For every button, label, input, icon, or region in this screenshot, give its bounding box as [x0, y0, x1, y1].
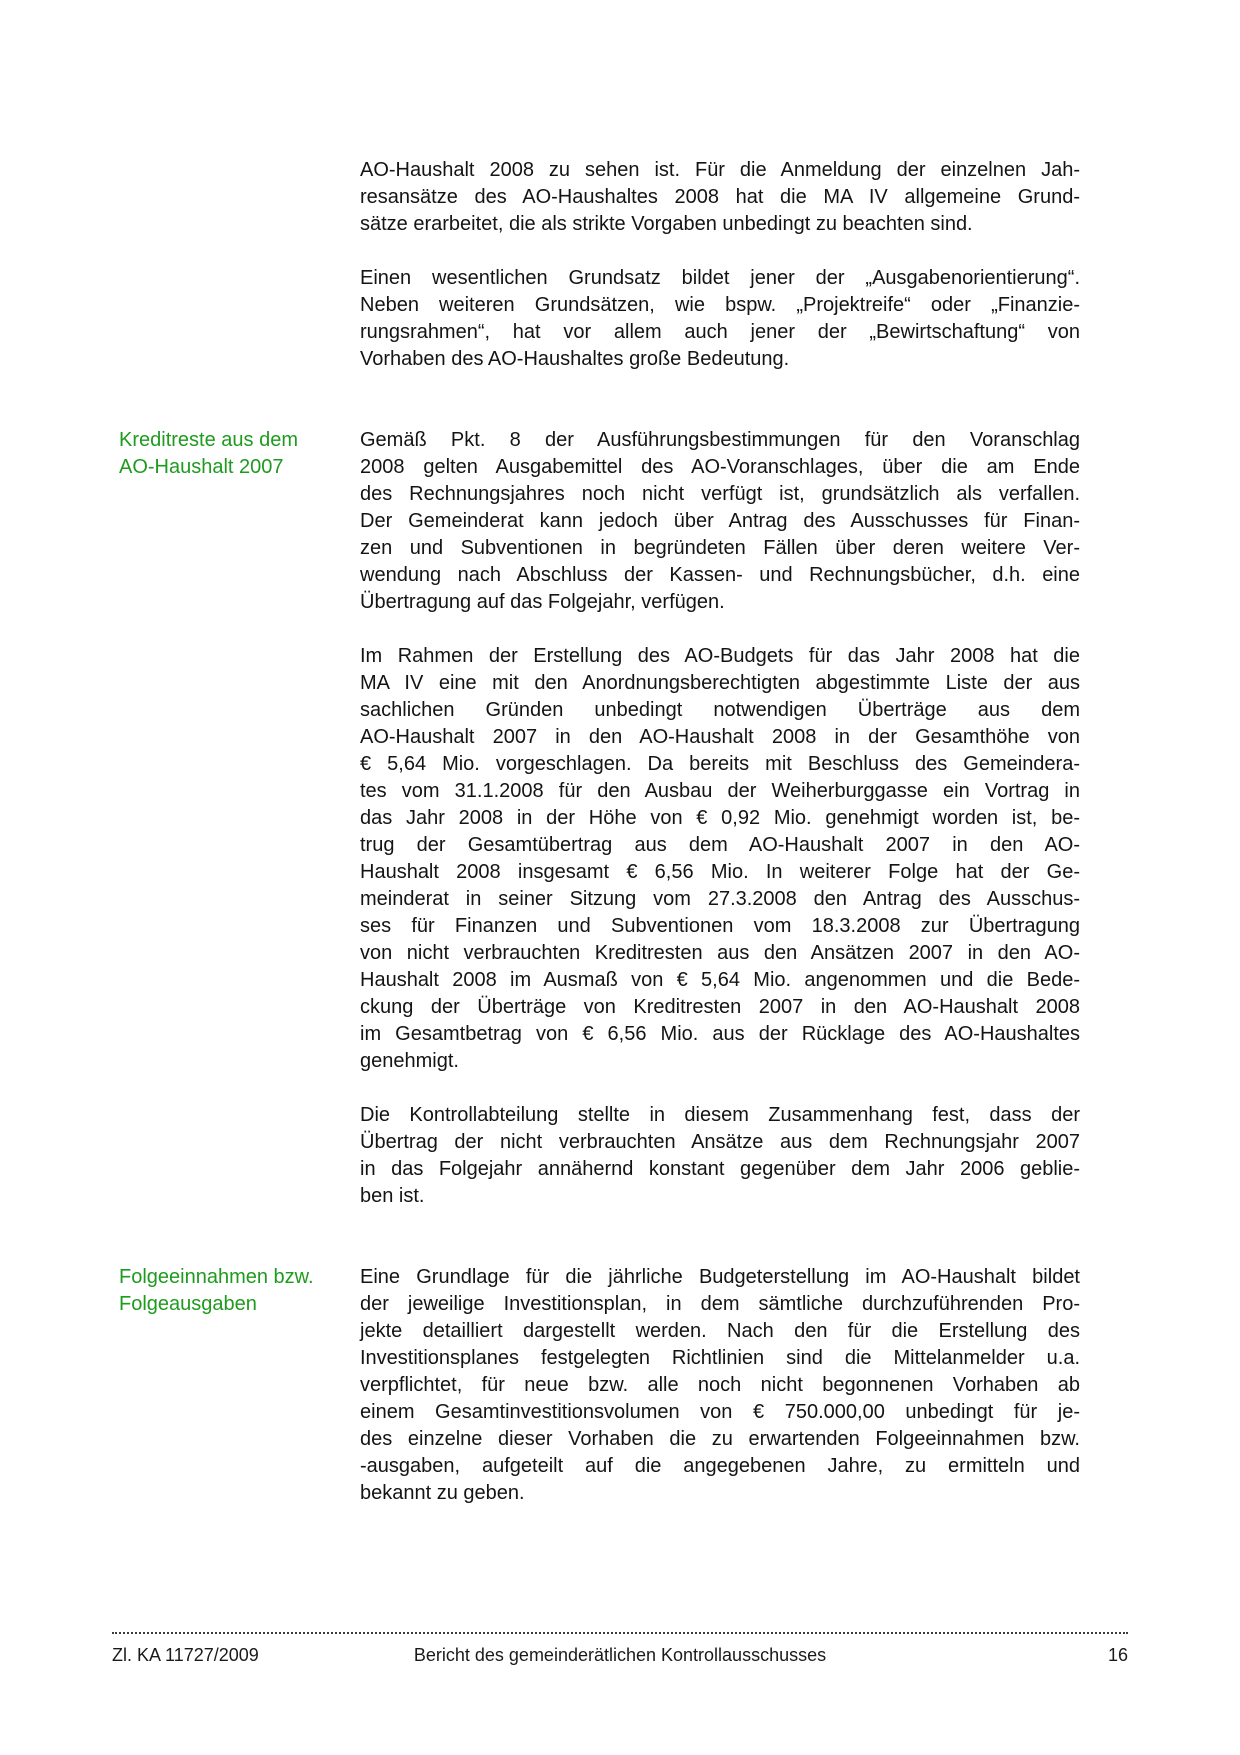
- document-section: [119, 1264, 1085, 1507]
- text-line: -ausgaben, aufgeteilt auf die angegebenen Jahre, zu ermitteln und: [360, 1455, 1080, 1477]
- text-line: bekannt zu geben.: [360, 1482, 525, 1504]
- text-line: genehmigt.: [360, 1050, 459, 1072]
- footer-row: [112, 1643, 1128, 1667]
- text-line: Eine Grundlage für die jährliche Budgeterstellung im AO-Haushalt bildet: [360, 1266, 1080, 1288]
- text-line: das Jahr 2008 in der Höhe von € 0,92 Mio. genehmigt worden ist, be-: [360, 807, 1080, 829]
- paragraph: [360, 157, 1080, 238]
- text-line: Der Gemeinderat kann jedoch über Antrag des Ausschusses für Finan-: [360, 510, 1080, 532]
- text-line: Übertragung auf das Folgejahr, verfügen.: [360, 591, 725, 613]
- text-line: Im Rahmen der Erstellung des AO-Budgets für das Jahr 2008 hat die: [360, 645, 1080, 667]
- paragraph: [360, 265, 1080, 373]
- paragraph: [360, 427, 1080, 616]
- text-line: AO-Haushalt 2008 zu sehen ist. Für die Anmeldung der einzelnen Jah-: [360, 159, 1080, 181]
- footer-page-number: 16: [1107, 1645, 1128, 1665]
- text-line: Einen wesentlichen Grundsatz bildet jener der „Ausgabenorientierung“.: [360, 267, 1080, 289]
- paragraph: [360, 643, 1080, 1075]
- margin-label-line: Kreditreste aus dem: [119, 429, 298, 451]
- margin-label-line: AO-Haushalt 2007: [119, 456, 284, 478]
- text-line: sätze erarbeitet, die als strikte Vorgaben unbedingt zu beachten sind.: [360, 213, 973, 235]
- text-line: Gemäß Pkt. 8 der Ausführungsbestimmungen für den Voranschlag: [360, 429, 1080, 451]
- margin-label: [119, 427, 360, 481]
- text-line: einem Gesamtinvestitionsvolumen von € 750.000,00 unbedingt für je-: [360, 1401, 1080, 1423]
- margin-label: [119, 1264, 360, 1318]
- page-footer: [112, 1632, 1128, 1667]
- paragraph-column: [360, 1264, 1080, 1507]
- text-line: jekte detailliert dargestellt werden. Nach den für die Erstellung des: [360, 1320, 1080, 1342]
- document-body: [119, 157, 1085, 1507]
- text-line: rungsrahmen“, hat vor allem auch jener der „Bewirtschaftung“ von: [360, 321, 1080, 343]
- text-line: ckung der Überträge von Kreditresten 2007 in den AO-Haushalt 2008: [360, 996, 1080, 1018]
- margin-label-line: Folgeeinnahmen bzw.: [119, 1266, 314, 1288]
- footer-reference: Zl. KA 11727/2009: [112, 1645, 259, 1665]
- text-line: trug der Gesamtübertrag aus dem AO-Haushalt 2007 in den AO-: [360, 834, 1080, 856]
- paragraph-column: [360, 427, 1080, 1210]
- text-line: AO-Haushalt 2007 in den AO-Haushalt 2008 in der Gesamthöhe von: [360, 726, 1080, 748]
- text-line: resansätze des AO-Haushaltes 2008 hat die MA IV allgemeine Grund-: [360, 186, 1080, 208]
- paragraph: [360, 1102, 1080, 1210]
- text-line: meinderat in seiner Sitzung vom 27.3.2008 den Antrag des Ausschus-: [360, 888, 1080, 910]
- text-line: Investitionsplanes festgelegten Richtlinien sind die Mittelanmelder u.a.: [360, 1347, 1080, 1369]
- paragraph: [360, 1264, 1080, 1507]
- text-line: des Rechnungsjahres noch nicht verfügt ist, grundsätzlich als verfallen.: [360, 483, 1080, 505]
- text-line: Haushalt 2008 insgesamt € 6,56 Mio. In weiterer Folge hat der Ge-: [360, 861, 1080, 883]
- text-line: MA IV eine mit den Anordnungsberechtigten abgestimmte Liste der aus: [360, 672, 1080, 694]
- text-line: verpflichtet, für neue bzw. alle noch nicht begonnenen Vorhaben ab: [360, 1374, 1080, 1396]
- footer-title: Bericht des gemeinderätlichen Kontrollausschusses: [413, 1645, 827, 1665]
- document-section: [119, 427, 1085, 1210]
- text-line: Übertrag der nicht verbrauchten Ansätze aus dem Rechnungsjahr 2007: [360, 1131, 1080, 1153]
- text-line: € 5,64 Mio. vorgeschlagen. Da bereits mit Beschluss des Gemeindera-: [360, 753, 1080, 775]
- text-line: des einzelne dieser Vorhaben die zu erwartenden Folgeeinnahmen bzw.: [360, 1428, 1080, 1450]
- text-line: der jeweilige Investitionsplan, in dem sämtliche durchzuführenden Pro-: [360, 1293, 1080, 1315]
- text-line: Neben weiteren Grundsätzen, wie bspw. „Projektreife“ oder „Finanzie-: [360, 294, 1080, 316]
- text-line: in das Folgejahr annähernd konstant gegenüber dem Jahr 2006 geblie-: [360, 1158, 1080, 1180]
- text-line: Haushalt 2008 im Ausmaß von € 5,64 Mio. angenommen und die Bede-: [360, 969, 1080, 991]
- text-line: zen und Subventionen in begründeten Fällen über deren weitere Ver-: [360, 537, 1080, 559]
- margin-label-line: Folgeausgaben: [119, 1293, 257, 1315]
- text-line: tes vom 31.1.2008 für den Ausbau der Weiherburggasse ein Vortrag in: [360, 780, 1080, 802]
- text-line: von nicht verbrauchten Kreditresten aus den Ansätzen 2007 in den AO-: [360, 942, 1080, 964]
- text-line: Vorhaben des AO-Haushaltes große Bedeutung.: [360, 348, 790, 370]
- text-line: wendung nach Abschluss der Kassen- und Rechnungsbücher, d.h. eine: [360, 564, 1080, 586]
- text-line: im Gesamtbetrag von € 6,56 Mio. aus der Rücklage des AO-Haushaltes: [360, 1023, 1080, 1045]
- text-line: ses für Finanzen und Subventionen vom 18.3.2008 zur Übertragung: [360, 915, 1080, 937]
- document-section: [119, 157, 1085, 373]
- footer-divider: [112, 1632, 1128, 1634]
- paragraph-column: [360, 157, 1080, 373]
- text-line: sachlichen Gründen unbedingt notwendigen Überträge aus dem: [360, 699, 1080, 721]
- text-line: 2008 gelten Ausgabemittel des AO-Voranschlages, über die am Ende: [360, 456, 1080, 478]
- text-line: ben ist.: [360, 1185, 425, 1207]
- text-line: Die Kontrollabteilung stellte in diesem Zusammenhang fest, dass der: [360, 1104, 1080, 1126]
